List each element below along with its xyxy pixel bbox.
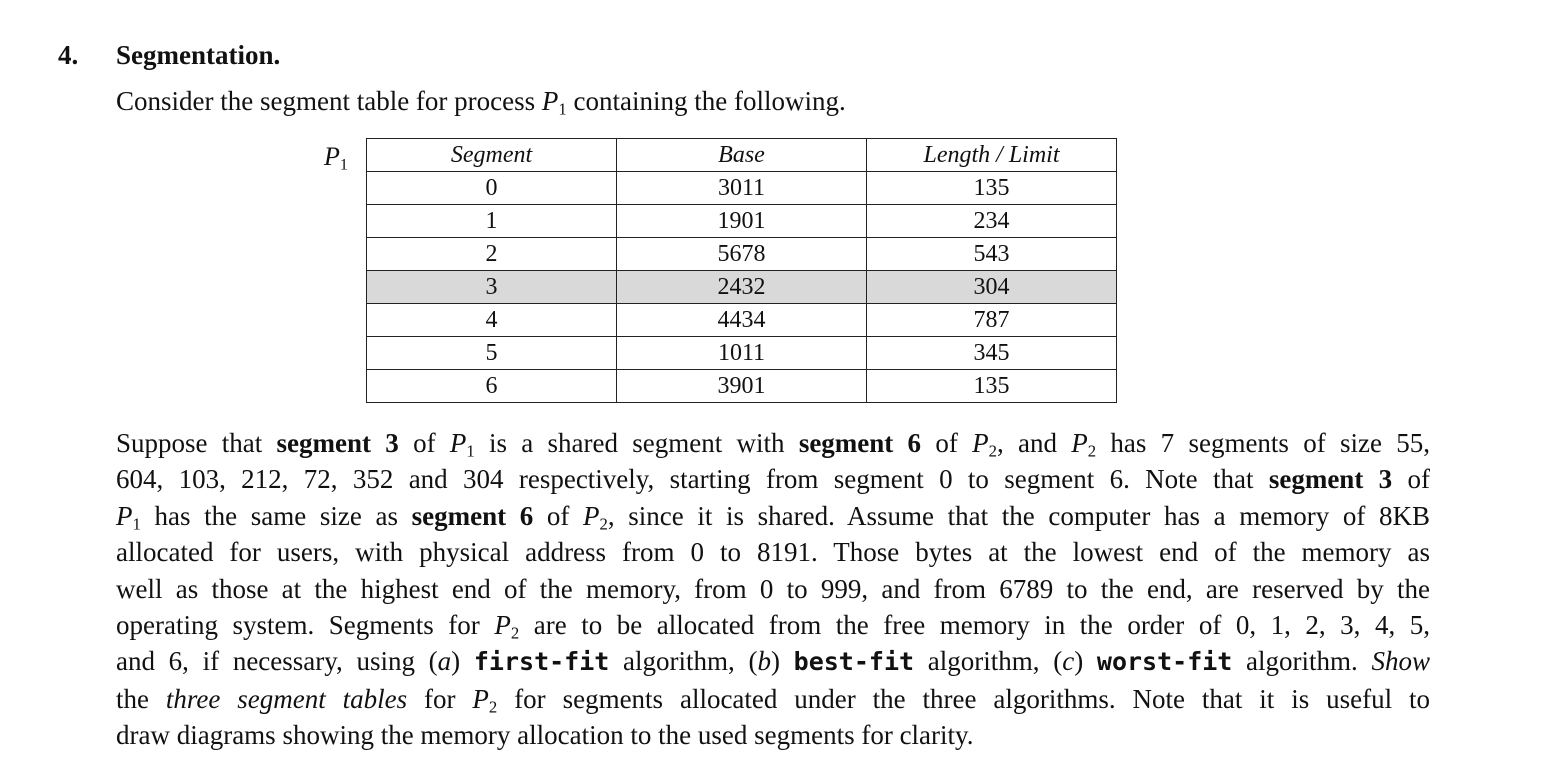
text: operating system. Segments for: [116, 610, 495, 641]
bold-term: segment 3: [1268, 464, 1393, 495]
text: are to be allocated from the free memory in the order of 0, 1, 2, 3, 4, 5,: [519, 610, 1430, 641]
var-sub: 2: [988, 441, 997, 461]
italic-term: Show: [1371, 646, 1431, 677]
process-label: [324, 142, 348, 172]
var: c: [1062, 646, 1075, 677]
cell-length: 345: [867, 337, 1117, 370]
var-sub: 2: [488, 697, 498, 717]
text: is a shared segment with: [474, 428, 799, 458]
paragraph-line-5: well as those at the highest end of the memory, from 0 to 999, and from 6789 to the end, are reserved by the: [116, 573, 1430, 604]
cell-base: 2432: [617, 271, 867, 304]
cell-length: 304: [867, 271, 1117, 304]
cell-base: 4434: [617, 304, 867, 337]
process-sub: 1: [339, 156, 348, 174]
var: P: [1071, 428, 1088, 458]
var: P: [972, 428, 989, 458]
cell-length: 543: [867, 238, 1117, 271]
cell-base: 1011: [617, 337, 867, 370]
header-segment: Segment: [367, 139, 617, 172]
text: for segments allocated under the three algorithms. Note that it is useful to: [497, 683, 1430, 714]
text: algorithm.: [1232, 646, 1372, 677]
text: , and: [996, 428, 1072, 458]
table-row: [367, 370, 1117, 403]
bold-term: segment 6: [411, 500, 534, 531]
question-number: 4.: [58, 40, 79, 70]
cell-length: 234: [867, 205, 1117, 238]
var: P: [494, 610, 511, 641]
cell-length: 135: [867, 172, 1117, 205]
text: the: [116, 683, 166, 714]
bold-term: segment 6: [798, 428, 922, 458]
cell-segment: 1: [367, 205, 617, 238]
text: of: [1407, 464, 1430, 495]
problem-paragraph: [116, 425, 1430, 754]
segment-table: [366, 138, 1117, 403]
var: P: [116, 500, 133, 531]
text: ): [451, 646, 474, 677]
text: algorithm, (: [609, 646, 758, 677]
text: 604, 103, 212, 72, 352 and 304 respectively, starting from segment 0 to segment 6. Note that: [116, 464, 1254, 495]
table-row: [367, 304, 1117, 337]
cell-base: 3901: [617, 370, 867, 403]
cell-base: 1901: [617, 205, 867, 238]
cell-segment: 5: [367, 337, 617, 370]
algorithm-term: first-fit: [473, 647, 610, 677]
paragraph-line-8: [116, 681, 1430, 717]
var: b: [757, 646, 771, 677]
intro-var: P: [541, 86, 559, 116]
cell-segment: 2: [367, 238, 617, 271]
text: of: [398, 428, 450, 458]
table-row-highlighted: [367, 271, 1117, 304]
paragraph-line-6: [116, 607, 1430, 643]
cell-length: 135: [867, 370, 1117, 403]
table-row: [367, 172, 1117, 205]
var-sub: 2: [599, 514, 608, 534]
table-row: [367, 238, 1117, 271]
cell-base: 5678: [617, 238, 867, 271]
cell-length: 787: [867, 304, 1117, 337]
question-intro: [116, 86, 846, 117]
cell-segment: 4: [367, 304, 617, 337]
algorithm-term: worst-fit: [1096, 647, 1233, 677]
algorithm-term: best-fit: [793, 647, 915, 677]
var: P: [472, 683, 489, 714]
text: and 6, if necessary, using (: [116, 646, 438, 677]
var-sub: 2: [510, 623, 520, 643]
paragraph-line-7: [116, 643, 1430, 680]
text: of: [533, 500, 583, 531]
cell-base: 3011: [617, 172, 867, 205]
text: has the same size as: [140, 500, 412, 531]
italic-term: three segment tables: [165, 683, 408, 714]
paragraph-line-2: [116, 461, 1430, 497]
table-header-row: [367, 139, 1117, 172]
var-sub: 1: [466, 441, 475, 461]
cell-segment: 6: [367, 370, 617, 403]
table-row: [367, 205, 1117, 238]
paragraph-line-1: [116, 425, 1430, 461]
var: P: [583, 500, 600, 531]
text: ): [770, 646, 794, 677]
var: P: [449, 428, 467, 458]
paragraph-line-9: draw diagrams showing the memory allocation to the used segments for clarity.: [116, 720, 974, 751]
var: a: [437, 646, 452, 677]
cell-segment: 3: [367, 271, 617, 304]
process-var: P: [324, 142, 340, 171]
header-base: Base: [617, 139, 867, 172]
text: has 7 segments of size 55,: [1096, 428, 1430, 458]
intro-sub: 1: [558, 99, 567, 119]
text: for: [407, 683, 473, 714]
intro-text-a: Consider the segment table for process: [116, 86, 542, 116]
header-length-limit: Length / Limit: [867, 139, 1117, 172]
text: , since it is shared. Assume that the computer has a memory of 8KB: [607, 500, 1430, 531]
text: algorithm, (: [914, 646, 1063, 677]
question-title: Segmentation.: [116, 40, 281, 70]
cell-segment: 0: [367, 172, 617, 205]
paragraph-line-3: [116, 498, 1430, 534]
var-sub: 1: [132, 514, 141, 534]
paragraph-line-4: allocated for users, with physical address from 0 to 8191. Those bytes at the lowest end of the memory as: [116, 537, 1430, 568]
text: ): [1074, 646, 1097, 677]
text: of: [921, 428, 973, 458]
text: Suppose that: [116, 428, 277, 458]
intro-text-b: containing the following.: [566, 86, 846, 116]
var-sub: 2: [1087, 441, 1097, 461]
bold-term: segment 3: [276, 428, 399, 458]
table-row: [367, 337, 1117, 370]
